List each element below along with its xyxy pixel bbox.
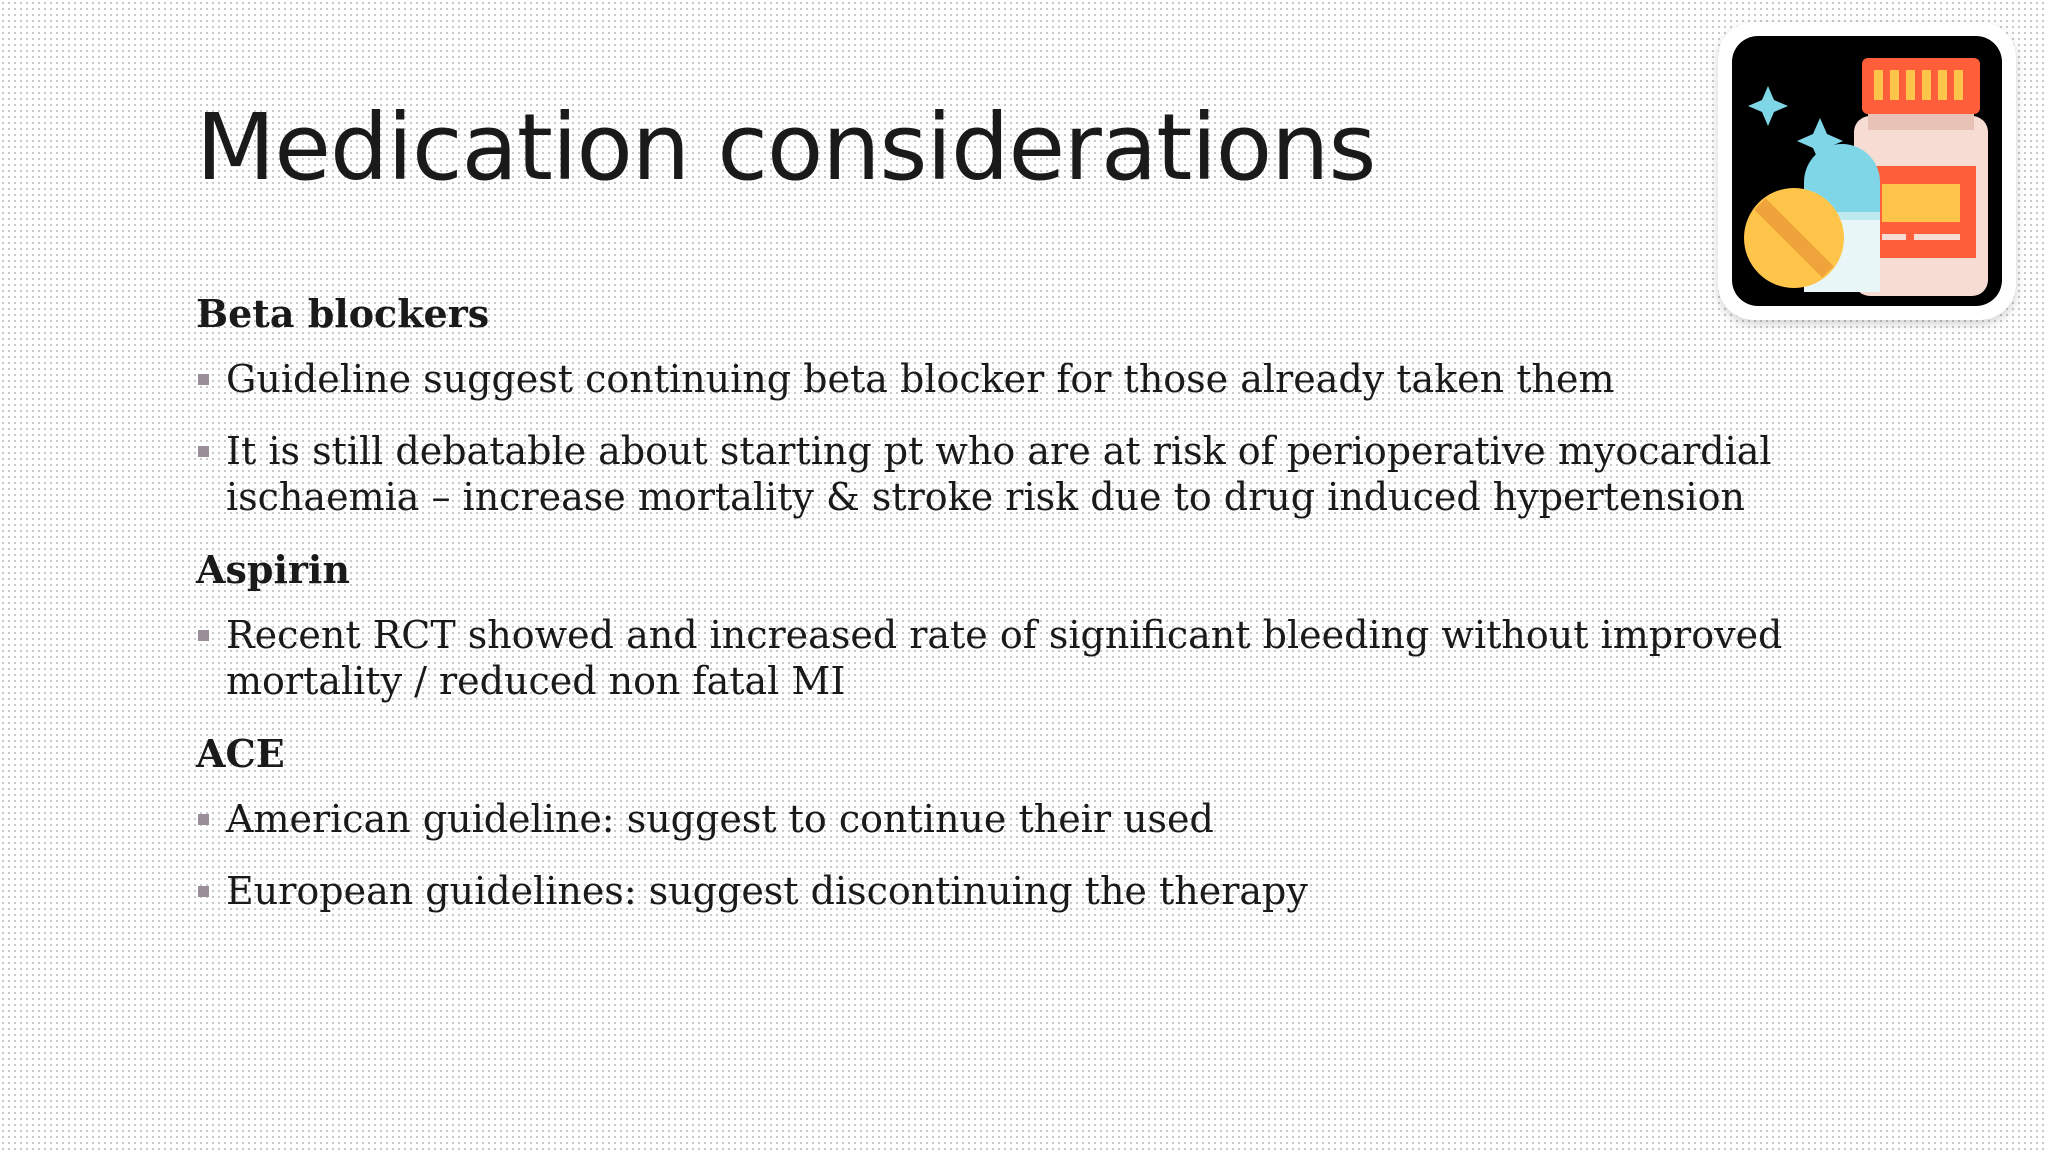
section-ace — [196, 730, 1836, 914]
square-bullet-icon — [198, 374, 209, 385]
square-bullet-icon — [198, 630, 209, 641]
section-aspirin — [196, 546, 1836, 704]
square-bullet-icon — [198, 446, 209, 457]
bullet-list — [196, 612, 1836, 704]
slide-title: Medication considerations — [196, 94, 1376, 201]
medicine-icon-frame — [1718, 22, 2016, 320]
square-bullet-icon — [198, 814, 209, 825]
bullet-text: It is still debatable about starting pt who are at risk of perioperative myocardial ischaemia – increase mortality & stroke risk due to drug induced hypertension — [226, 429, 1772, 519]
section-beta-blockers — [196, 290, 1836, 520]
medicine-bottle-pills-icon — [1732, 36, 2002, 306]
section-heading: ACE — [196, 731, 285, 776]
bullet-list — [196, 796, 1836, 914]
bullet-item — [196, 428, 1836, 520]
bullet-text: European guidelines: suggest discontinuing the therapy — [226, 869, 1308, 913]
square-bullet-icon — [198, 886, 209, 897]
slide-body — [196, 290, 1836, 940]
section-heading: Aspirin — [196, 547, 350, 592]
bullet-item — [196, 356, 1836, 402]
bullet-text: Guideline suggest continuing beta blocker for those already taken them — [226, 357, 1615, 401]
bullet-text: Recent RCT showed and increased rate of significant bleeding without improved mortality / reduced non fatal MI — [226, 613, 1783, 703]
bullet-item — [196, 796, 1836, 842]
bullet-item — [196, 868, 1836, 914]
bullet-list — [196, 356, 1836, 520]
section-heading: Beta blockers — [196, 291, 490, 336]
bullet-item — [196, 612, 1836, 704]
bullet-text: American guideline: suggest to continue their used — [226, 797, 1214, 841]
